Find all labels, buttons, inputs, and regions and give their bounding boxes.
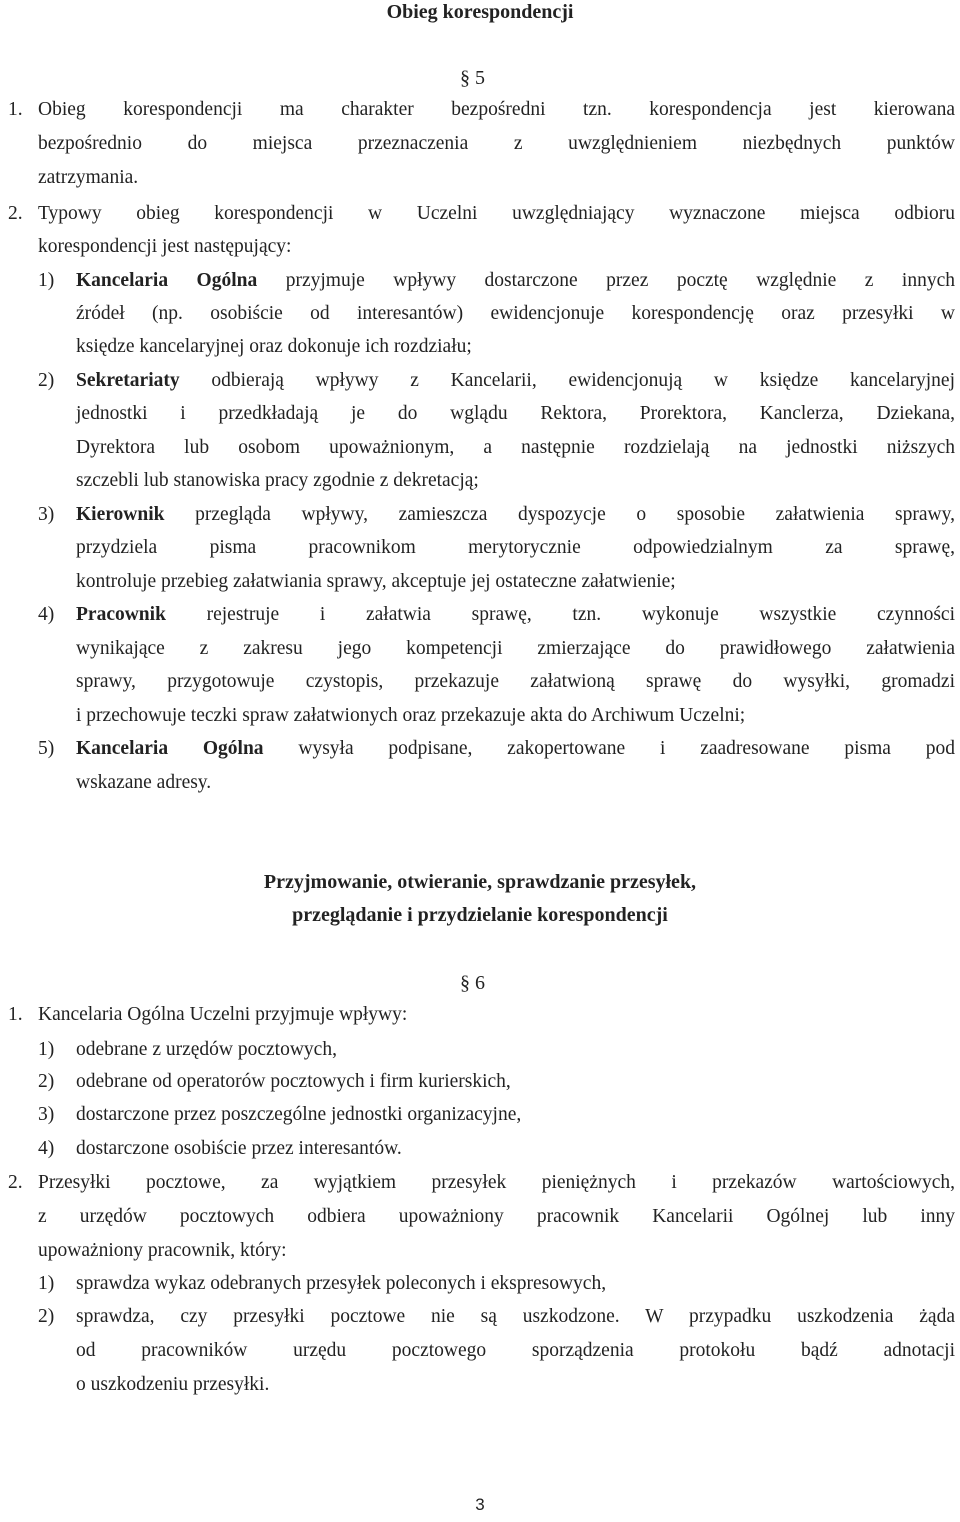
item-1-number: 1)	[38, 270, 55, 291]
item-3-line-2: przydziela pisma pracownikom merytorycznie odpowiedzialnym za sprawę,	[76, 537, 955, 558]
s6p1-item-4-number: 4)	[38, 1138, 55, 1159]
s6p1-item-3: dostarczone przez poszczególne jednostki organizacyjne,	[76, 1104, 522, 1125]
item-1-line-3: księdze kancelaryjnej oraz dokonuje ich rozdziału;	[76, 336, 472, 357]
item-4-first-line: Pracownik rejestruje i załatwia sprawę, tzn. wykonuje wszystkie czynności	[76, 604, 955, 625]
item-5-line-2: wskazane adresy.	[76, 772, 212, 793]
s6p2-item-2-line-1: sprawdza, czy przesyłki pocztowe nie są uszkodzone. W przypadku uszkodzenia żąda	[76, 1306, 955, 1327]
item-2-line-3: Dyrektora lub osobom upoważnionym, a następnie rozdzielają na jednostki niższych	[76, 437, 955, 458]
document-title: Obieg korespondencji	[386, 1, 574, 23]
item-4-actor: Pracownik	[76, 604, 166, 625]
item-1-line-2: źródeł (np. osobiście od interesantów) ewidencjonuje korespondencję oraz przesyłki w	[76, 303, 955, 324]
item-4-line-3: sprawy, przygotowuje czystopis, przekazuje załatwioną sprawę do wysyłki, gromadzi	[76, 671, 955, 692]
p1-line-1: Obieg korespondencji ma charakter bezpośredni tzn. korespondencja jest kierowana	[38, 99, 955, 120]
item-3-line-3: kontroluje przebieg załatwiania sprawy, akceptuje jej ostateczne załatwienie;	[76, 571, 676, 592]
item-2-actor: Sekretariaty	[76, 370, 180, 391]
s6p2-line-1: Przesyłki pocztowe, za wyjątkiem przesyłek pieniężnych i przekazów wartościowych,	[38, 1172, 955, 1193]
item-4-line-4: i przechowuje teczki spraw załatwionych oraz przekazuje akta do Archiwum Uczelni;	[76, 705, 746, 726]
item-5-actor: Kancelaria Ogólna	[76, 738, 264, 759]
p2-number: 2.	[8, 203, 23, 224]
p2-line-1: Typowy obieg korespondencji w Uczelni uwzględniający wyznaczone miejsca odbioru	[38, 203, 955, 224]
item-2-number: 2)	[38, 370, 55, 391]
section-heading-line-2: przeglądanie i przydzielanie korespondencji	[292, 904, 668, 926]
item-1-first-line: Kancelaria Ogólna przyjmuje wpływy dostarczone przez pocztę względnie z innych	[76, 270, 956, 291]
s6p2-item-1-number: 1)	[38, 1273, 55, 1294]
item-5-first-line: Kancelaria Ogólna wysyła podpisane, zakopertowane i zaadresowane pisma pod	[76, 738, 956, 759]
section-5-heading: § 5	[460, 67, 485, 89]
section-6-heading: § 6	[460, 972, 485, 994]
s6p2-item-2-number: 2)	[38, 1306, 55, 1327]
section-heading-line-1: Przyjmowanie, otwieranie, sprawdzanie przesyłek,	[263, 871, 697, 893]
s6p1-item-1: odebrane z urzędów pocztowych,	[76, 1039, 337, 1060]
item-2-first-line: Sekretariaty odbierają wpływy z Kancelarii, ewidencjonują w księdze kancelaryjnej	[76, 370, 955, 391]
s6p1-item-2-number: 2)	[38, 1071, 55, 1092]
p2-line-2: korespondencji jest następujący:	[38, 236, 292, 257]
s6p2-number: 2.	[8, 1172, 23, 1193]
p1-line-3: zatrzymania.	[38, 167, 139, 188]
item-3-actor: Kierownik	[76, 504, 165, 525]
s6p2-item-2-line-2: od pracowników urzędu pocztowego sporządzenia protokołu bądź adnotacji	[76, 1340, 955, 1361]
s6p1-number: 1.	[8, 1004, 23, 1025]
s6p1-item-1-number: 1)	[38, 1039, 55, 1060]
item-3-number: 3)	[38, 504, 55, 525]
s6p2-item-1: sprawdza wykaz odebranych przesyłek poleconych i ekspresowych,	[76, 1273, 607, 1294]
s6p1-item-4: dostarczone osobiście przez interesantów.	[76, 1138, 402, 1159]
item-5-number: 5)	[38, 738, 55, 759]
item-4-number: 4)	[38, 604, 55, 625]
item-2-line-2: jednostki i przedkładają je do wglądu Rektora, Prorektora, Kanclerza, Dziekana,	[76, 403, 955, 424]
s6p2-line-2: z urzędów pocztowych odbiera upoważniony pracownik Kancelarii Ogólnej lub inny	[38, 1206, 955, 1227]
s6p2-line-3: upoważniony pracownik, który:	[38, 1240, 287, 1261]
s6p1-item-2: odebrane od operatorów pocztowych i firm kurierskich,	[76, 1071, 511, 1092]
p1-line-2: bezpośrednio do miejsca przeznaczenia z uwzględnieniem niezbędnych punktów	[38, 133, 955, 154]
item-1-actor: Kancelaria Ogólna	[76, 270, 258, 291]
s6p2-item-2-line-3: o uszkodzeniu przesyłki.	[76, 1374, 270, 1395]
item-2-line-4: szczebli lub stanowiska pracy zgodnie z dekretacją;	[76, 470, 479, 491]
s6p1-item-3-number: 3)	[38, 1104, 55, 1125]
item-4-line-2: wynikające z zakresu jego kompetencji zmierzające do prawidłowego załatwienia	[76, 638, 955, 659]
page-number: 3	[475, 1495, 485, 1514]
s6p1-text: Kancelaria Ogólna Uczelni przyjmuje wpływy:	[38, 1004, 408, 1025]
p1-number: 1.	[8, 99, 23, 120]
item-3-first-line: Kierownik przegląda wpływy, zamieszcza dyspozycje o sposobie załatwienia sprawy,	[76, 504, 955, 525]
